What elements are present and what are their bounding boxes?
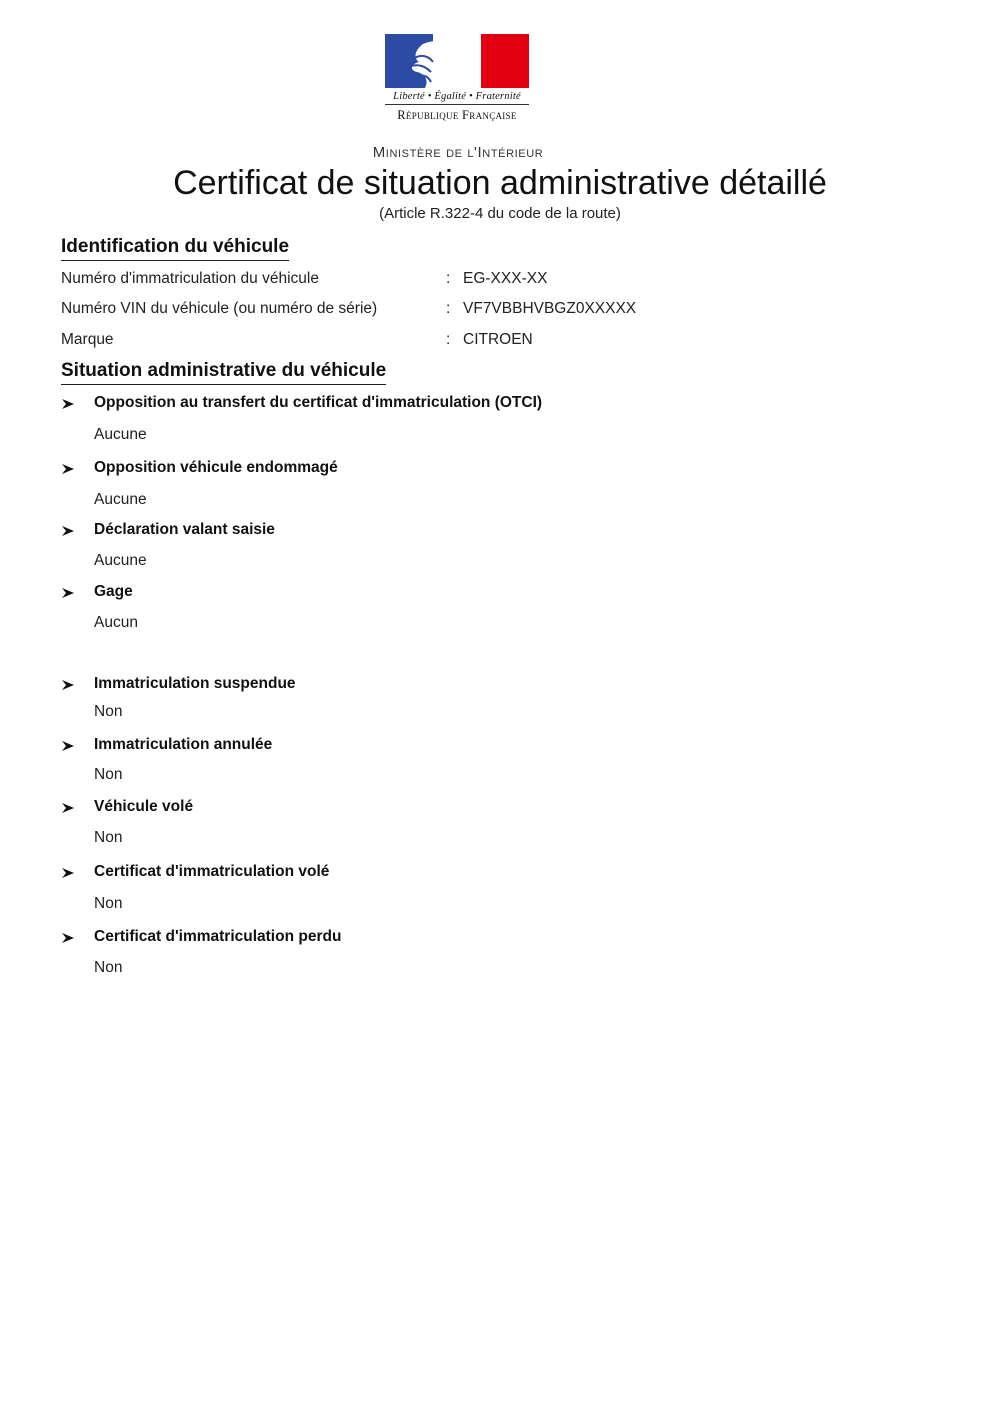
republique-francaise-logo [385,34,529,123]
row-separator: : [446,270,451,287]
situation-section-title: Situation administrative du véhicule [61,360,386,385]
situation-item-value: Non [94,959,123,976]
situation-item-label: Opposition véhicule endommagé [94,459,338,476]
situation-item-value: Aucune [94,426,147,443]
situation-item-label: Immatriculation annulée [94,736,273,753]
republic-name: République Française [397,108,517,122]
arrowhead-bullet-icon [61,801,75,815]
arrowhead-bullet-icon [61,524,75,538]
row-separator: : [446,300,451,317]
situation-item-value: Aucun [94,614,138,631]
identification-section-title: Identification du véhicule [61,236,289,261]
republic-motto: Liberté • Égalité • Fraternité [393,91,521,102]
row-value: CITROEN [463,331,533,348]
arrowhead-bullet-icon [61,866,75,880]
logo-divider [385,104,529,105]
row-label: Numéro d'immatriculation du véhicule [61,270,319,287]
row-label: Numéro VIN du véhicule (ou numéro de série) [61,300,378,317]
arrowhead-bullet-icon [61,931,75,945]
situation-item-value: Non [94,895,123,912]
situation-item-value: Aucune [94,552,147,569]
situation-item-label: Certificat d'immatriculation perdu [94,928,342,945]
arrowhead-bullet-icon [61,678,75,692]
document-subtitle: (Article R.322-4 du code de la route) [379,205,621,222]
situation-item-value: Non [94,703,123,720]
situation-item-label: Véhicule volé [94,798,194,815]
ministry-name: Ministère de l'Intérieur [372,144,544,161]
arrowhead-bullet-icon [61,739,75,753]
situation-item-label: Immatriculation suspendue [94,675,296,692]
situation-item-label: Opposition au transfert du certificat d'immatriculation (OTCI) [94,394,543,411]
situation-item-label: Certificat d'immatriculation volé [94,863,330,880]
arrowhead-bullet-icon [61,586,75,600]
situation-item-value: Aucune [94,491,147,508]
situation-item-value: Non [94,766,123,783]
situation-item-label: Déclaration valant saisie [94,521,275,538]
row-value: EG-XXX-XX [463,270,548,287]
row-separator: : [446,331,451,348]
row-label: Marque [61,331,114,348]
document-title: Certificat de situation administrative détaillé [173,164,827,202]
marianne-flag-icon [385,34,529,88]
situation-item-label: Gage [94,583,133,600]
arrowhead-bullet-icon [61,462,75,476]
arrowhead-bullet-icon [61,397,75,411]
situation-item-value: Non [94,829,123,846]
row-value: VF7VBBHVBGZ0XXXXX [463,300,637,317]
